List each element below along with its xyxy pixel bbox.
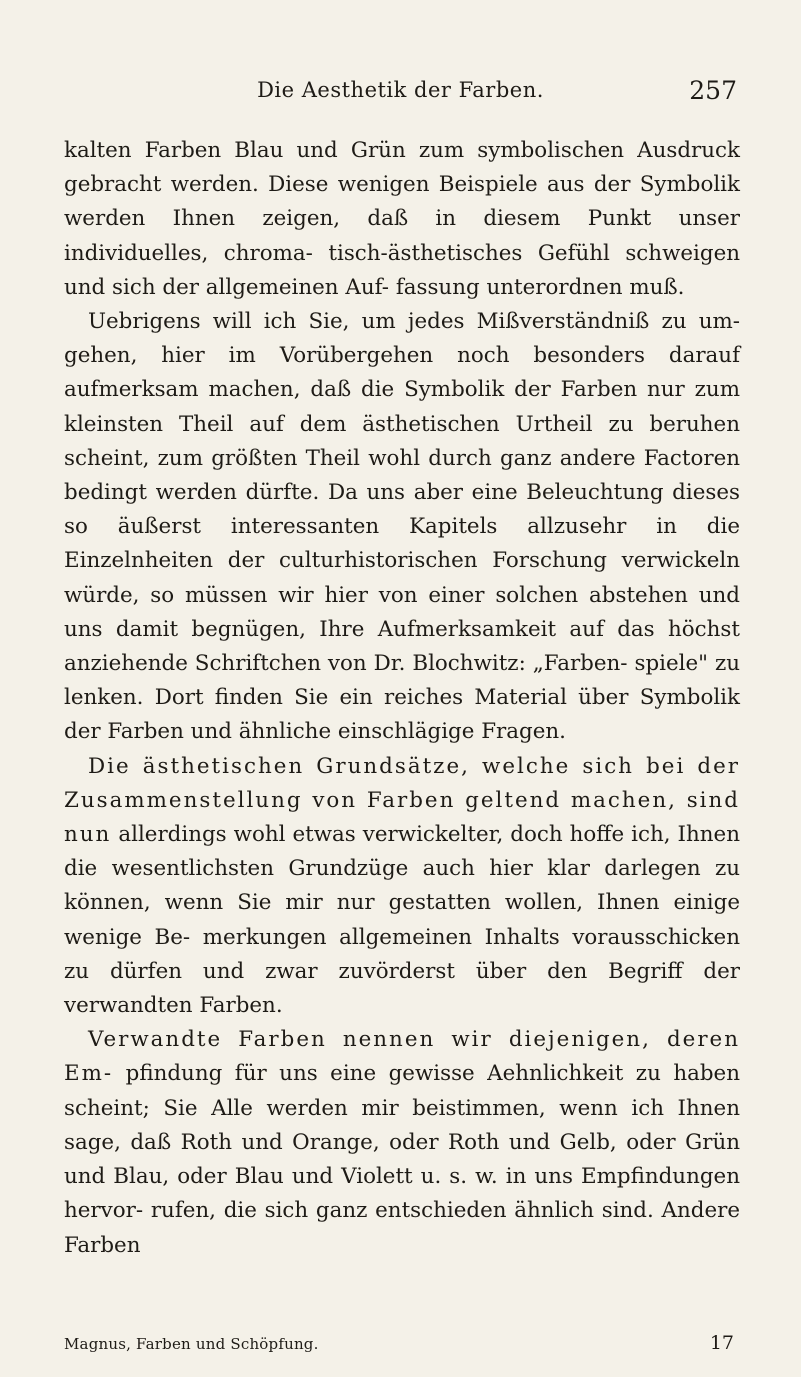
text-line: Symbolik der Farben und ähnliche einschlägige Fragen. (64, 685, 740, 745)
text-line: machen, daß die Symbolik der Farben nur zum kleinsten Theil (64, 377, 740, 437)
text-line: wenn Sie mir nur gestatten wollen, Ihnen einige wenige Be- (64, 890, 740, 950)
text-line: Roth und Orange, oder Roth und Gelb, oder Grün und Blau, (64, 1129, 740, 1190)
text-line: Kapitels allzusehr in die Einzelnheiten der culturhistorischen (64, 514, 740, 574)
text-line: Theil wohl durch ganz andere Factoren bedingt werden dürfte. (64, 445, 740, 506)
text-line: Da uns aber eine Beleuchtung dieses so äußerst interessanten (64, 480, 740, 540)
text-line: allerdings wohl etwas verwickelter, doch hoffe ich, Ihnen die (64, 822, 740, 882)
text-line: Zusammenstellung von Farben geltend machen, sind nun (64, 787, 740, 848)
text-line: fassung unterordnen muß. (395, 274, 685, 300)
text-line: merkungen allgemeinen Inhalts vorausschicken zu dürfen und (64, 924, 740, 984)
page-header (0, 78, 801, 122)
text-line: oder Blau und Violett u. s. w. in uns Empfindungen hervor- (64, 1164, 740, 1224)
page-number: 257 (689, 76, 737, 105)
body-text (64, 134, 740, 1263)
text-line: wesentlichsten Grundzüge auch hier klar darlegen zu können, (64, 856, 740, 916)
text-line: Forschung verwickeln würde, so müssen wir hier von einer solchen (64, 548, 740, 608)
page-footer (64, 1332, 740, 1359)
text-line: Uebrigens will ich Sie, um jedes Mißverständniß zu um- (88, 309, 740, 335)
text-line: zwar zuvörderst über den Begriff der verwandten Farben. (64, 958, 740, 1019)
text-line: werden. Diese wenigen Beispiele aus der Symbolik werden (64, 172, 740, 232)
text-line: tisch-ästhetisches Gefühl schweigen und sich der allgemeinen Auf- (64, 240, 741, 300)
text-line: Sie Alle werden mir beistimmen, wenn ich Ihnen sage, daß (64, 1095, 740, 1155)
text-line: kalten Farben Blau und Grün zum symbolischen Ausdruck gebracht (64, 138, 740, 198)
text-line: Ihnen zeigen, daß in diesem Punkt unser individuelles, chroma- (64, 206, 740, 266)
text-line: gehen, hier im Vorübergehen noch besonders darauf aufmerksam (64, 343, 740, 403)
text-line: pfindung für uns eine gewisse Aehnlichkeit zu haben scheint; (64, 1061, 740, 1121)
text-line: spiele" zu lenken. Dort finden Sie ein reiches Material über (64, 651, 740, 711)
paragraph (64, 134, 740, 305)
text-line: auf dem ästhetischen Urtheil zu beruhen scheint, zum größten (64, 411, 740, 471)
paragraph (64, 305, 740, 750)
text-line: Die ästhetischen Grundsätze, welche sich bei der (88, 753, 740, 779)
text-line: Verwandte Farben nennen wir diejenigen, deren Em- (64, 1027, 740, 1087)
text-line: rufen, die sich ganz entschieden ähnlich sind. Andere Farben (64, 1198, 740, 1258)
text-line: das höchst anziehende Schriftchen von Dr. Blochwitz: „Farben- (64, 616, 740, 677)
sheet-number: 17 (709, 1332, 734, 1354)
text-line: abstehen und uns damit begnügen, Ihre Aufmerksamkeit auf (64, 582, 740, 642)
running-title: Die Aesthetik der Farben. (257, 78, 544, 102)
paragraph (64, 1023, 740, 1262)
printer-signature: Magnus, Farben und Schöpfung. (64, 1335, 319, 1353)
paragraph (64, 750, 740, 1024)
